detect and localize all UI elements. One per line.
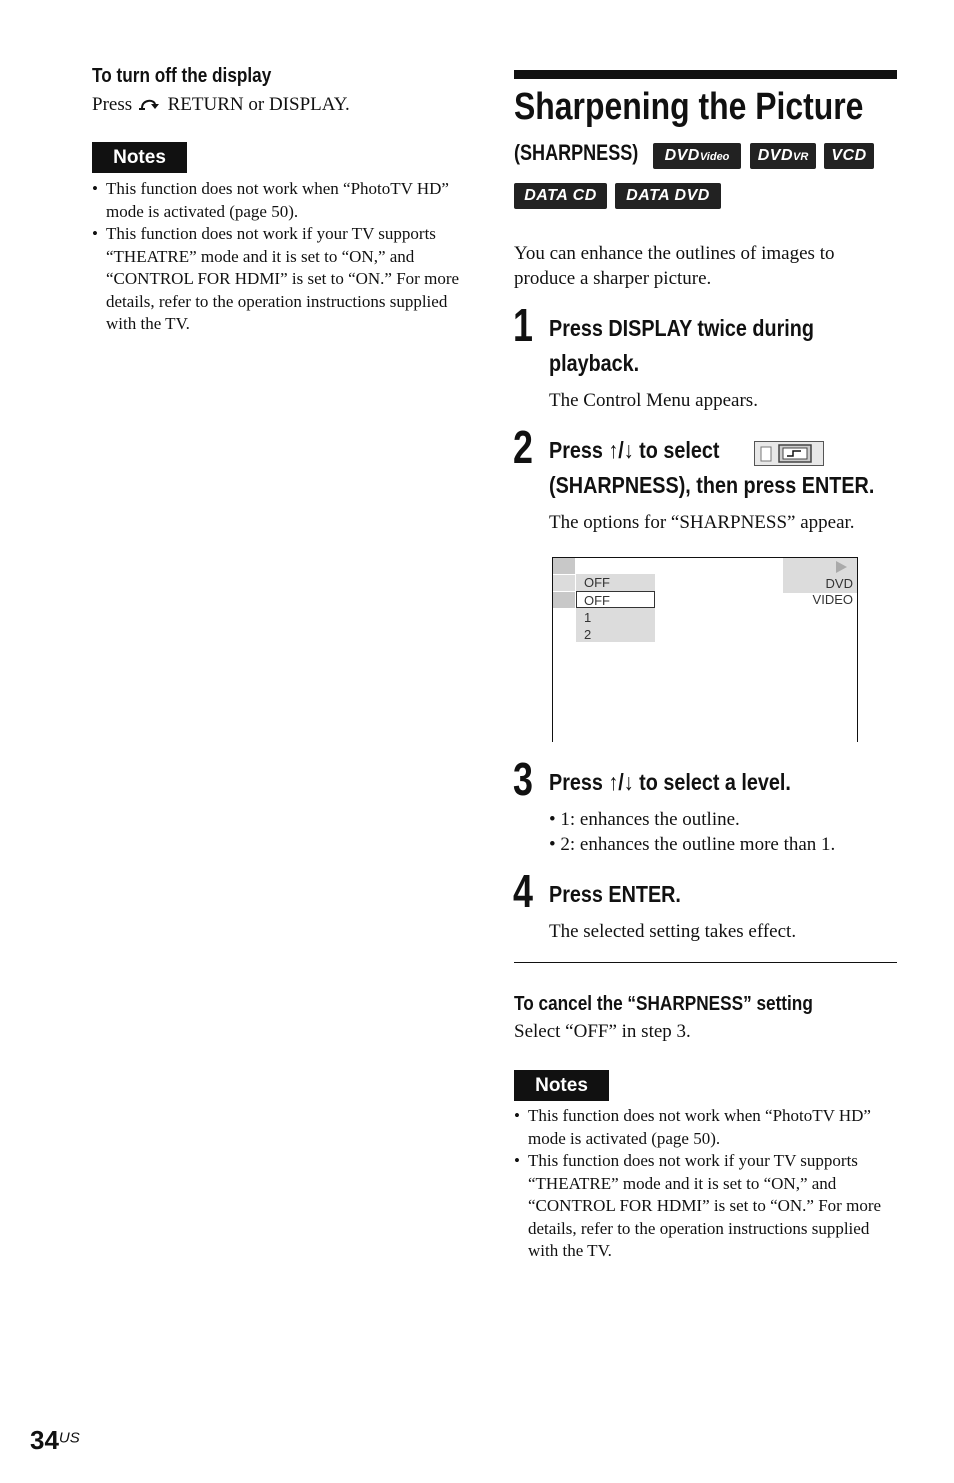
step-3-bullet-2: • 2: enhances the outline more than 1. <box>549 834 836 855</box>
step-2-number: 2 <box>513 421 533 473</box>
step-2-title-line2: (SHARPNESS), then press ENTER. <box>549 472 875 498</box>
disc-type-label: DVD VIDEO <box>812 576 853 607</box>
step-1-title-line2: playback. <box>549 350 640 376</box>
left-note-1: • This function does not work when “PhotoTV HD” mode is activated (page 50). <box>92 178 477 223</box>
step-3-number: 3 <box>513 753 533 805</box>
step-3-bullet-1: • 1: enhances the outline. <box>549 809 740 830</box>
left-note-2: • This function does not work if your TV supports “THEATRE” mode and it is set to “ON,” and “CONTROL FOR HDMI” is set to “ON.” For more details, refer to the operation instructions supplied with the TV. <box>92 223 477 336</box>
page-title: Sharpening the Picture <box>514 86 864 128</box>
badge-dvd-vr-main: DVD <box>757 147 793 164</box>
step-2-desc: The options for “SHARPNESS” appear. <box>549 512 855 533</box>
left-notes-list <box>92 178 477 336</box>
badge-dvd-video-sub: Video <box>699 151 730 163</box>
badge-dvd-video <box>653 143 741 169</box>
menu-icon-column <box>553 558 575 742</box>
left-instruction <box>92 92 350 117</box>
menu-current-value: OFF <box>584 575 610 590</box>
menu-option-off[interactable]: OFF <box>584 593 610 608</box>
menu-icon-slot-3 <box>553 592 575 608</box>
badge-dvd-video-main: DVD <box>664 147 700 164</box>
page-subtitle: (SHARPNESS) <box>514 140 639 165</box>
page-number-value: 34 <box>30 1425 59 1455</box>
left-notes-label: Notes <box>92 142 187 173</box>
title-rule <box>514 70 897 79</box>
intro-text: You can enhance the outlines of images to produce a sharper picture. <box>514 243 835 289</box>
step-4-number: 4 <box>513 865 533 917</box>
badge-data-dvd: DATA DVD <box>615 183 721 209</box>
cancel-heading: To cancel the “SHARPNESS” setting <box>514 993 813 1015</box>
right-note-1: • This function does not work when “PhotoTV HD” mode is activated (page 50). <box>514 1105 899 1150</box>
step-2-title-line1: Press ↑/↓ to select <box>549 437 720 463</box>
disc-type-panel <box>783 558 857 607</box>
menu-icon-slot-2 <box>553 575 575 591</box>
return-icon <box>137 94 163 110</box>
sharpness-icon <box>754 441 824 466</box>
step-3-title: Press ↑/↓ to select a level. <box>549 769 791 795</box>
step-1-title-line1: Press DISPLAY twice during <box>549 315 814 341</box>
menu-option-1[interactable]: 1 <box>584 610 592 625</box>
badge-vcd: VCD <box>824 143 874 169</box>
right-notes-list <box>514 1105 899 1263</box>
control-menu-screen <box>552 557 858 742</box>
step-4-title: Press ENTER. <box>549 881 681 907</box>
page-number <box>30 1425 80 1456</box>
play-icon <box>836 561 847 573</box>
left-heading: To turn off the display <box>92 65 272 87</box>
section-divider <box>514 962 897 963</box>
step-4-desc: The selected setting takes effect. <box>549 921 797 942</box>
step-1-desc: The Control Menu appears. <box>549 390 758 411</box>
menu-option-2[interactable]: 2 <box>584 627 592 642</box>
left-instruction-pre: Press <box>92 94 133 115</box>
right-notes-label: Notes <box>514 1070 609 1101</box>
left-instruction-post: RETURN or DISPLAY. <box>167 94 350 115</box>
badge-data-cd: DATA CD <box>514 183 607 209</box>
badge-dvd-vr <box>750 143 816 169</box>
cancel-text: Select “OFF” in step 3. <box>514 1021 691 1042</box>
right-note-2: • This function does not work if your TV supports “THEATRE” mode and it is set to “ON,” and “CONTROL FOR HDMI” is set to “ON.” For more details, refer to the operation instructions supplied with the TV. <box>514 1150 899 1263</box>
menu-icon-slot-1 <box>553 558 575 574</box>
badge-dvd-vr-sub: VR <box>793 151 809 163</box>
page-region: US <box>58 1429 80 1447</box>
step-1-number: 1 <box>513 299 533 351</box>
